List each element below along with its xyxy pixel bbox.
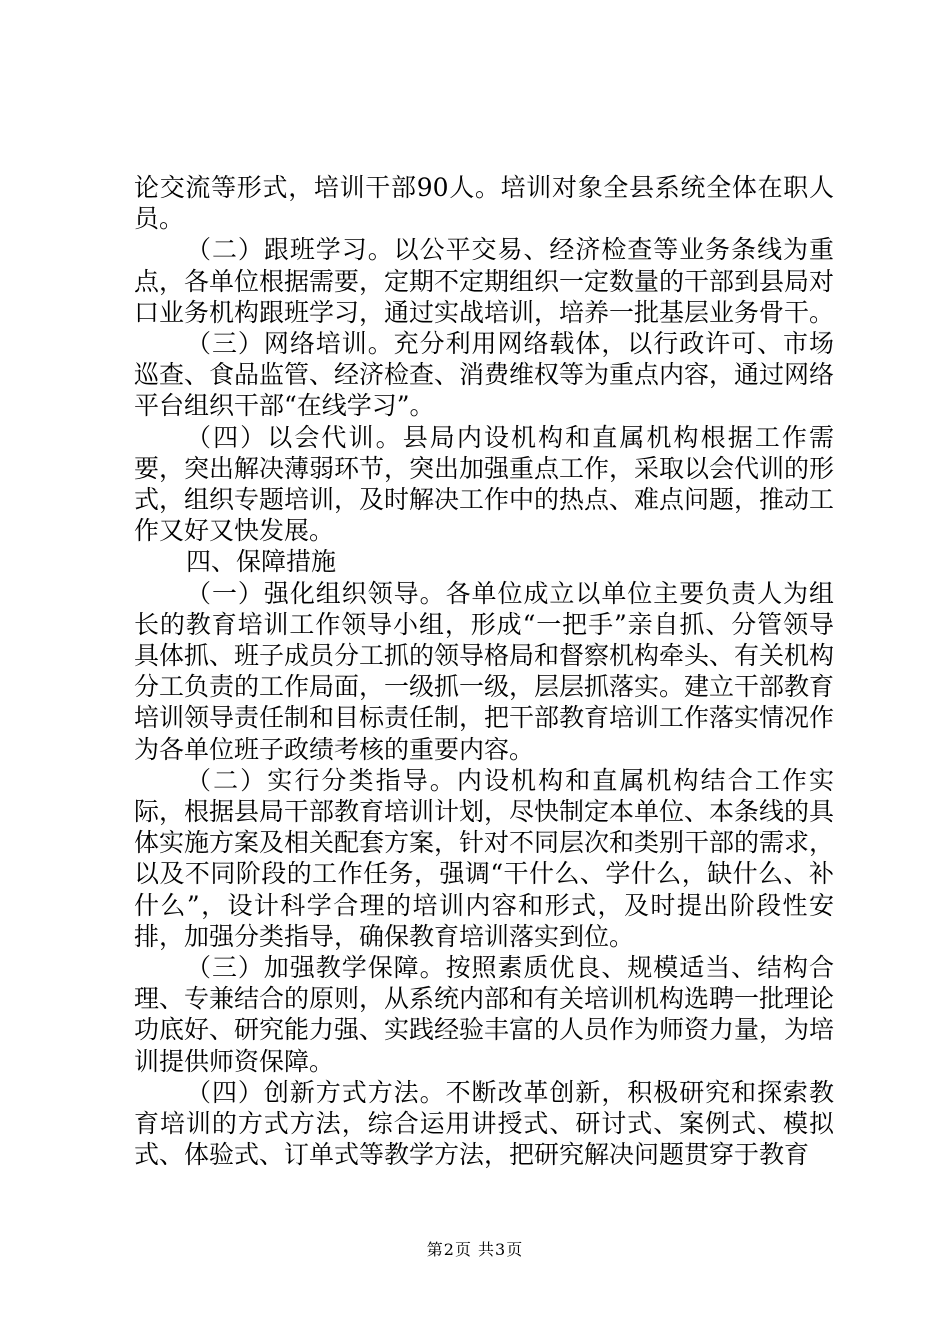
page-number-footer: 第2页 共3页 bbox=[426, 1240, 524, 1259]
paragraph-meeting-training: （四）以会代训。县局内设机构和直属机构根据工作需要，突出解决薄弱环节，突出加强重点工作，采取以会代训的形式，组织专题培训，及时解决工作中的热点、难点问题，推动工作又好又快发展。 bbox=[134, 422, 835, 546]
paragraph-teaching-support: （三）加强教学保障。按照素质优良、规模适当、结构合理、专兼结合的原则，从系统内部和有关培训机构选聘一批理论功底好、研究能力强、实践经验丰富的人员作为师资力量，为培训提供师资保障。 bbox=[134, 953, 835, 1076]
paragraph-online-training: （三）网络培训。充分利用网络载体，以行政许可、市场巡查、食品监管、经济检查、消费维权等为重点内容，通过网络平台组织干部“在线学习”。 bbox=[134, 329, 835, 421]
paragraph-classified-guidance: （二）实行分类指导。内设机构和直属机构结合工作实际，根据县局干部教育培训计划，尽快制定本单位、本条线的具体实施方案及相关配套方案，针对不同层次和类别干部的需求，以及不同阶段的工作任务，强调“干什么、学什么，缺什么、补什么”，设计科学合理的培训内容和形式，及时提出阶段性安排，加强分类指导，确保教育培训落实到位。 bbox=[134, 765, 835, 951]
paragraph-organization-leadership: （一）强化组织领导。各单位成立以单位主要负责人为组长的教育培训工作领导小组，形成“一把手”亲自抓、分管领导具体抓、班子成员分工抓的领导格局和督察机构牵头、有关机构分工负责的工作局面，一级抓一级，层层抓落实。建立干部教育培训领导责任制和目标责任制，把干部教育培训工作落实情况作为各单位班子政绩考核的重要内容。 bbox=[134, 578, 835, 764]
paragraph-continuation: 论交流等形式，培训干部90人。培训对象全县系统全体在职人员。 bbox=[134, 173, 834, 234]
paragraph-innovative-methods: （四）创新方式方法。不断改革创新，积极研究和探索教育培训的方式方法，综合运用讲授式、研讨式、案例式、模拟式、体验式、订单式等教学方法，把研究解决问题贯穿于教育 bbox=[134, 1077, 834, 1170]
section-heading-safeguards: 四、保障措施 bbox=[186, 547, 337, 577]
paragraph-shadowing-study: （二）跟班学习。以公平交易、经济检查等业务条线为重点，各单位根据需要，定期不定期组织一定数量的干部到县局对口业务机构跟班学习，通过实战培训，培养一批基层业务骨干。 bbox=[134, 235, 835, 327]
document-body bbox=[134, 172, 834, 1171]
